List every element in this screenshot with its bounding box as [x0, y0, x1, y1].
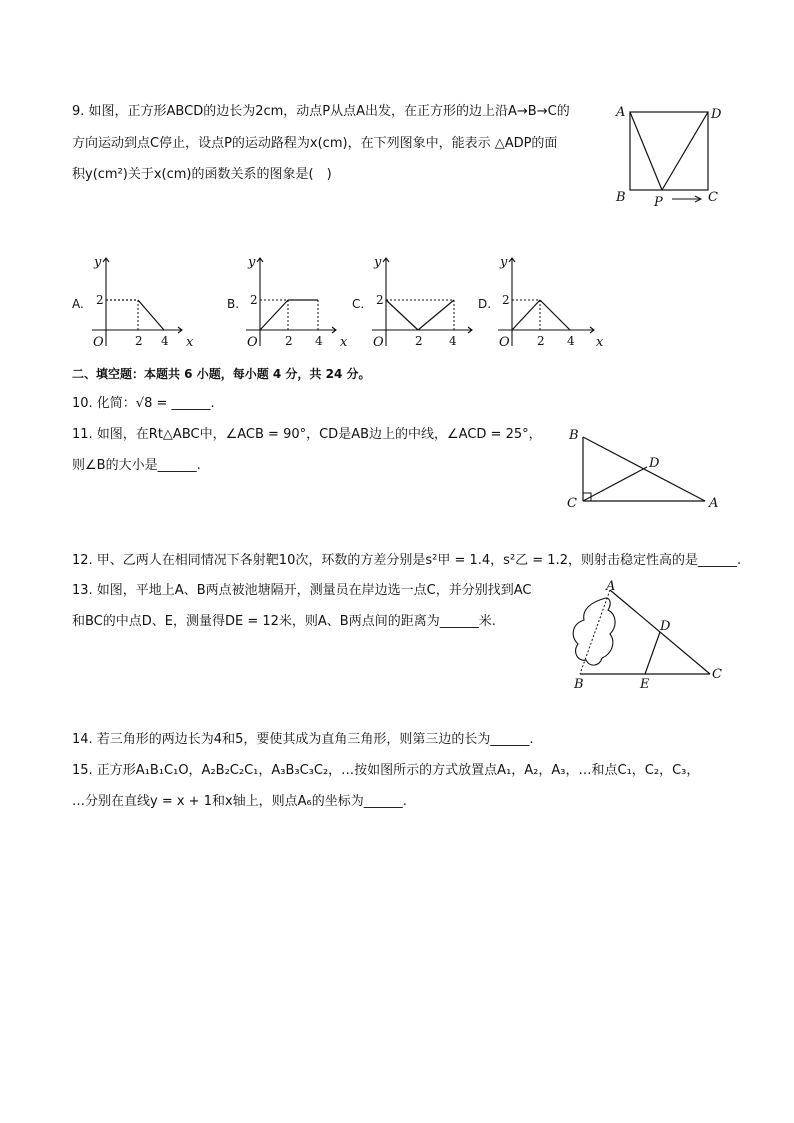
q9-line1: 9. 如图，正方形ABCD的边长为2cm，动点P从点A出发，在正方形的边上沿A→B→C的 — [72, 104, 570, 119]
graph-C-x2: 2 — [415, 334, 423, 348]
graph-D-x4: 4 — [567, 334, 575, 348]
graph-B-O: O — [247, 335, 258, 350]
option-D-graph — [490, 252, 605, 352]
q11-line2: 则∠B的大小是______. — [72, 458, 201, 473]
section-2-header: 二、填空题：本题共 6 小题，每小题 4 分，共 24 分。 — [72, 367, 371, 381]
q13-label-C: C — [712, 667, 722, 682]
q13-line1: 13. 如图，平地上A、B两点被池塘隔开，测量员在岸边选一点C，并分别找到AC — [72, 583, 532, 598]
q13-pond-figure — [560, 580, 730, 695]
option-A-letter: A. — [72, 297, 84, 311]
q9-label-C: C — [708, 190, 718, 205]
q12: 12. 甲、乙两人在相同情况下各射靶10次，环数的方差分别是s²甲 = 1.4，s²乙 = 1.2，则射击稳定性高的是______. — [72, 553, 742, 568]
q11-label-C: C — [567, 496, 577, 511]
q11-line1: 11. 如图，在Rt△ABC中，∠ACB = 90°，CD是AB边上的中线，∠ACD = 25°， — [72, 427, 542, 442]
q15-line1: 15. 正方形A₁B₁C₁O，A₂B₂C₂C₁，A₃B₃C₃C₂，…按如图所示的方式放置点A₁，A₂，A₃，…和点C₁，C₂，C₃， — [72, 763, 700, 778]
graph-A-x2: 2 — [135, 334, 143, 348]
q13-label-A: A — [606, 580, 616, 594]
graph-D-y: y — [500, 255, 508, 270]
graph-B-2: 2 — [250, 293, 258, 307]
graph-C-x4: 4 — [449, 334, 457, 348]
option-D-letter: D. — [478, 297, 492, 311]
graph-D-2: 2 — [502, 293, 510, 307]
graph-A-y: y — [94, 255, 102, 270]
graph-A-O: O — [93, 335, 104, 350]
q9-label-P: P — [654, 195, 663, 210]
graph-B-y: y — [248, 255, 256, 270]
q9-label-A: A — [616, 105, 626, 120]
q10: 10. 化简：√8 = ______. — [72, 396, 215, 411]
option-B-letter: B. — [227, 297, 240, 311]
graph-B-x4: 4 — [315, 334, 323, 348]
option-C-letter: C. — [352, 297, 365, 311]
graph-D-x2: 2 — [537, 334, 545, 348]
q14: 14. 若三角形的两边长为4和5，要使其成为直角三角形，则第三边的长为______. — [72, 732, 534, 747]
q13-label-E: E — [640, 677, 650, 692]
graph-C-O: O — [373, 335, 384, 350]
q13-label-D: D — [660, 619, 671, 634]
q15-line2: …分别在直线y = x + 1和x轴上，则点A₆的坐标为______. — [72, 794, 407, 809]
q11-label-A: A — [709, 496, 719, 511]
q9-square-figure — [612, 100, 732, 210]
graph-A-x4: 4 — [161, 334, 169, 348]
q9-line3: 积y(cm²)关于x(cm)的函数关系的图象是( ) — [72, 167, 332, 182]
q11-label-B: B — [569, 428, 579, 443]
option-C-graph — [364, 252, 484, 352]
graph-B-x: x — [340, 335, 348, 350]
graph-D-x: x — [596, 335, 604, 350]
q11-triangle-figure — [565, 425, 725, 515]
graph-A-x: x — [186, 335, 194, 350]
q9-line2: 方向运动到点C停止，设点P的运动路程为x(cm)，在下列图象中，能表示 △ADP的面 — [72, 136, 558, 151]
option-A-graph — [84, 252, 194, 352]
graph-B-x2: 2 — [285, 334, 293, 348]
q13-line2: 和BC的中点D、E，测量得DE = 12米，则A、B两点间的距离为______米. — [72, 614, 496, 629]
graph-A-2: 2 — [96, 293, 104, 307]
q9-label-B: B — [616, 190, 626, 205]
q9-label-D: D — [711, 107, 722, 122]
graph-C-y: y — [374, 255, 382, 270]
option-B-graph — [238, 252, 348, 352]
q11-label-D: D — [649, 456, 660, 471]
graph-C-2: 2 — [376, 293, 384, 307]
q13-label-B: B — [574, 677, 584, 692]
graph-D-O: O — [499, 335, 510, 350]
